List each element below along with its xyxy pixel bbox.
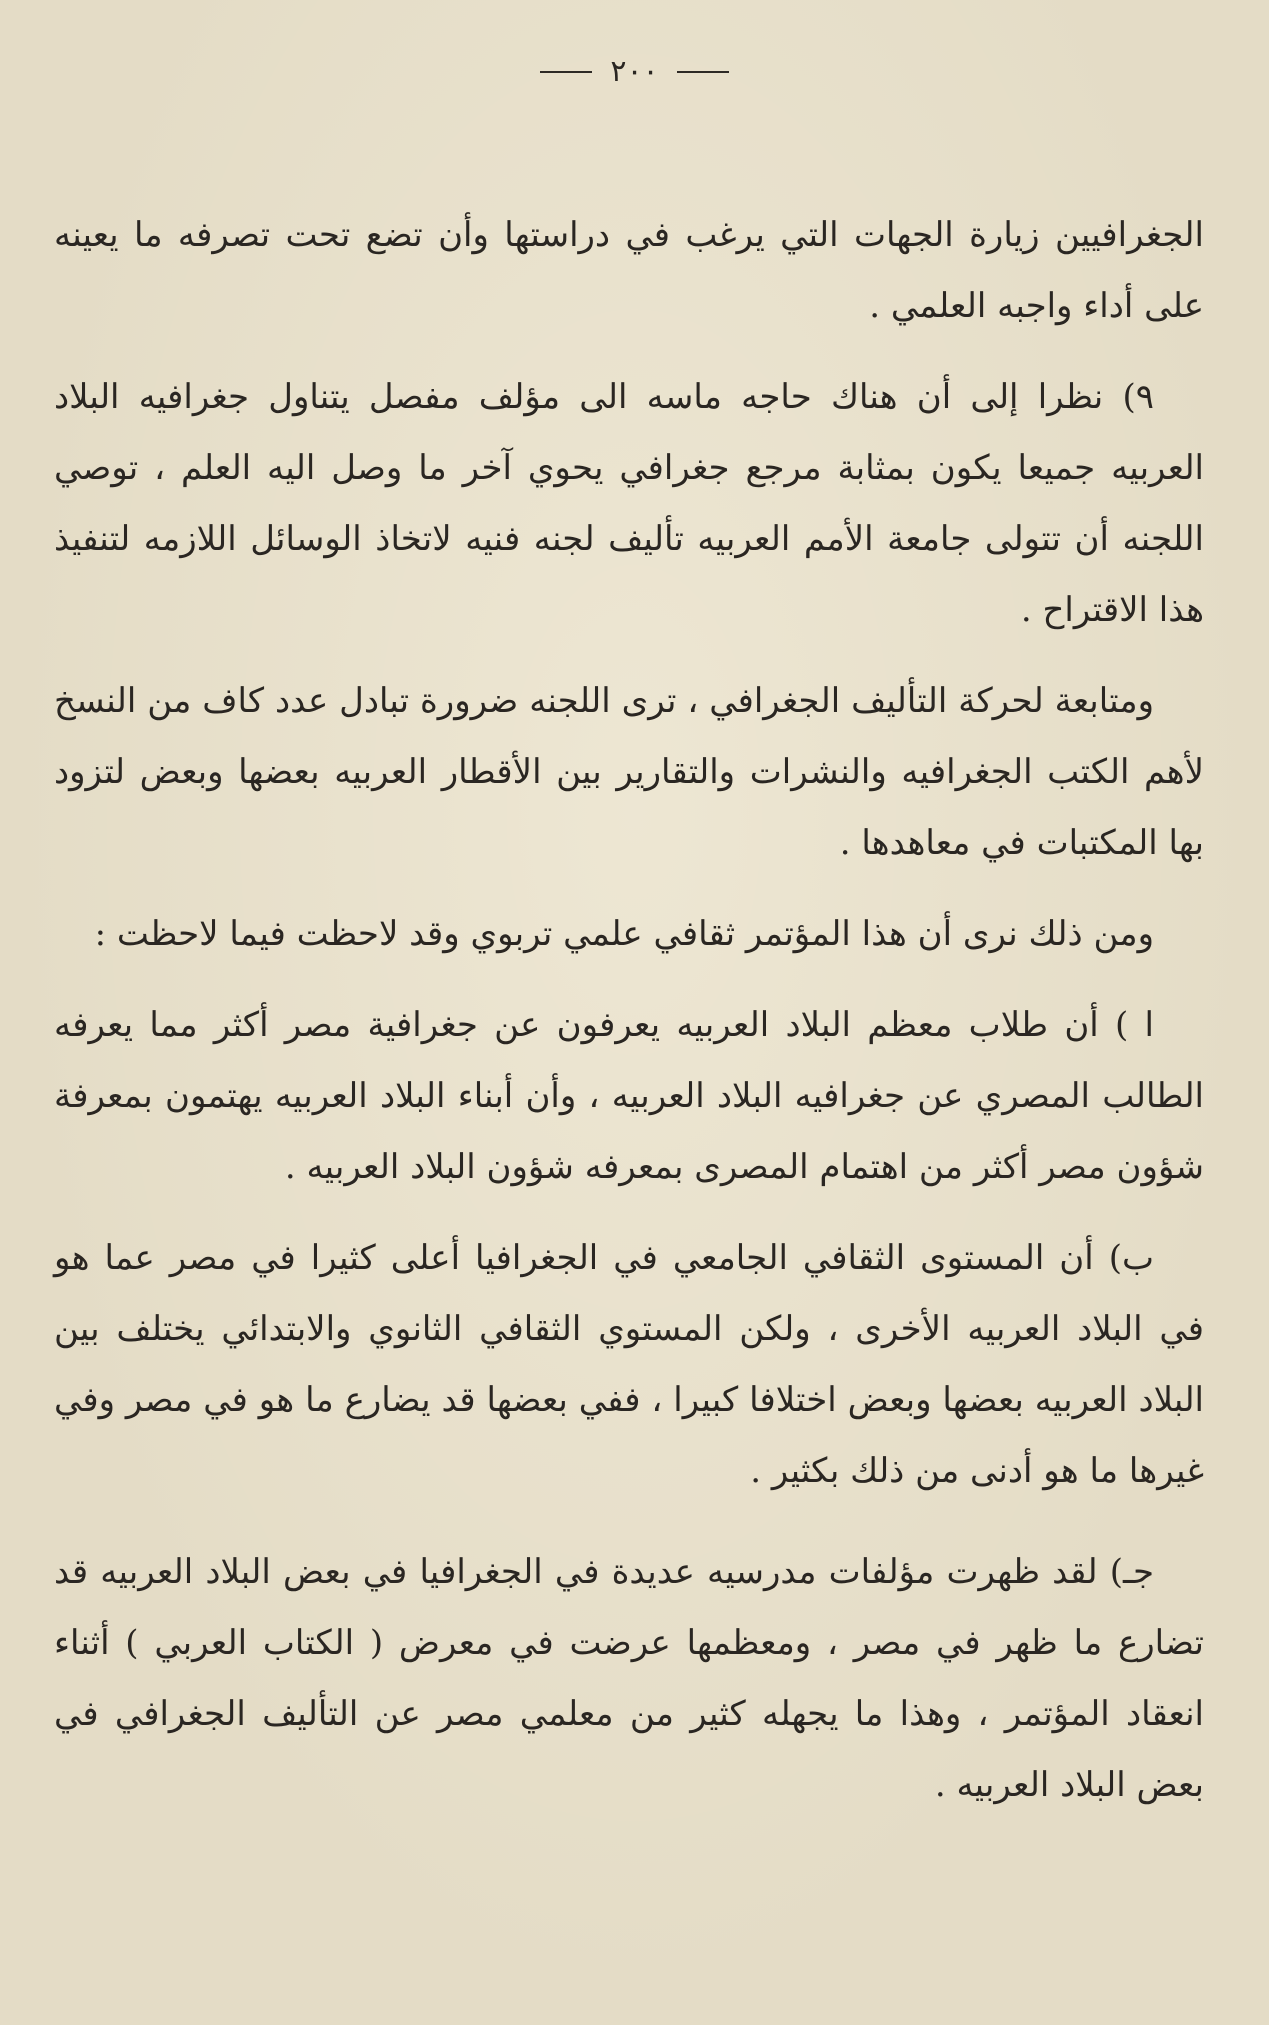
- page-header: [0, 52, 1269, 92]
- paragraph-observation-c: جـ) لقد ظهرت مؤلفات مدرسيه عديدة في الجغرافيا في بعض البلاد العربيه قد تضارع ما ظهر في مصر ، ومعظمها عرضت في معرض ( الكتاب العربي ) أثناء انعقاد المؤتمر ، وهذا ما يجهله كثير من معلمي مصر عن التأليف الجغرافي في بعض البلاد العربيه .: [54, 1552, 1204, 1805]
- header-rule-left: [540, 71, 592, 73]
- paragraph-observation-b: ب) أن المستوى الثقافي الجامعي في الجغرافيا أعلى كثيرا في مصر عما هو في البلاد العربيه الأخرى ، ولكن المستوي الثقافي الثانوي والابتدائي يختلف بين البلاد العربيه بعضها وبعض اختلافا كبيرا ، ففي بعضها قد يضارع ما هو في مصر وفي غيرها ما هو أدنى من ذلك بكثير .: [54, 1238, 1204, 1491]
- page-number: ٢٠٠: [610, 54, 659, 89]
- header-rule-right: [677, 71, 729, 73]
- paragraph-observation-a: ا ) أن طلاب معظم البلاد العربيه يعرفون عن جغرافية مصر أكثر مما يعرفه الطالب المصري عن جغرافيه البلاد العربيه ، وأن أبناء البلاد العربيه يهتمون بمعرفة شؤون مصر أكثر من اهتمام المصرى بمعرفه شؤون البلاد العربيه .: [54, 1005, 1204, 1187]
- paragraph-exchange-books: ومتابعة لحركة التأليف الجغرافي ، ترى اللجنه ضرورة تبادل عدد كاف من النسخ لأهم الكتب الجغرافيه والنشرات والتقارير بين الأقطار العربيه بعضها وبعض لتزود بها المكتبات في معاهدها .: [54, 681, 1204, 863]
- paragraph-item-9: ٩) نظرا إلى أن هناك حاجه ماسه الى مؤلف مفصل يتناول جغرافيه البلاد العربيه جميعا يكون بمثابة مرجع جغرافي يحوي آخر ما وصل اليه العلم ، توصي اللجنه أن تتولى جامعة الأمم العربيه تأليف لجنه فنيه لاتخاذ الوسائل اللازمه لتنفيذ هذا الاقتراح .: [54, 377, 1204, 630]
- paragraph-continuation: الجغرافيين زيارة الجهات التي يرغب في دراستها وأن تضع تحت تصرفه ما يعينه على أداء واجبه العلمي .: [54, 215, 1204, 326]
- paragraph-observations-intro: ومن ذلك نرى أن هذا المؤتمر ثقافي علمي تربوي وقد لاحظت فيما لاحظت :: [94, 914, 1154, 954]
- body-text: [54, 200, 1204, 1841]
